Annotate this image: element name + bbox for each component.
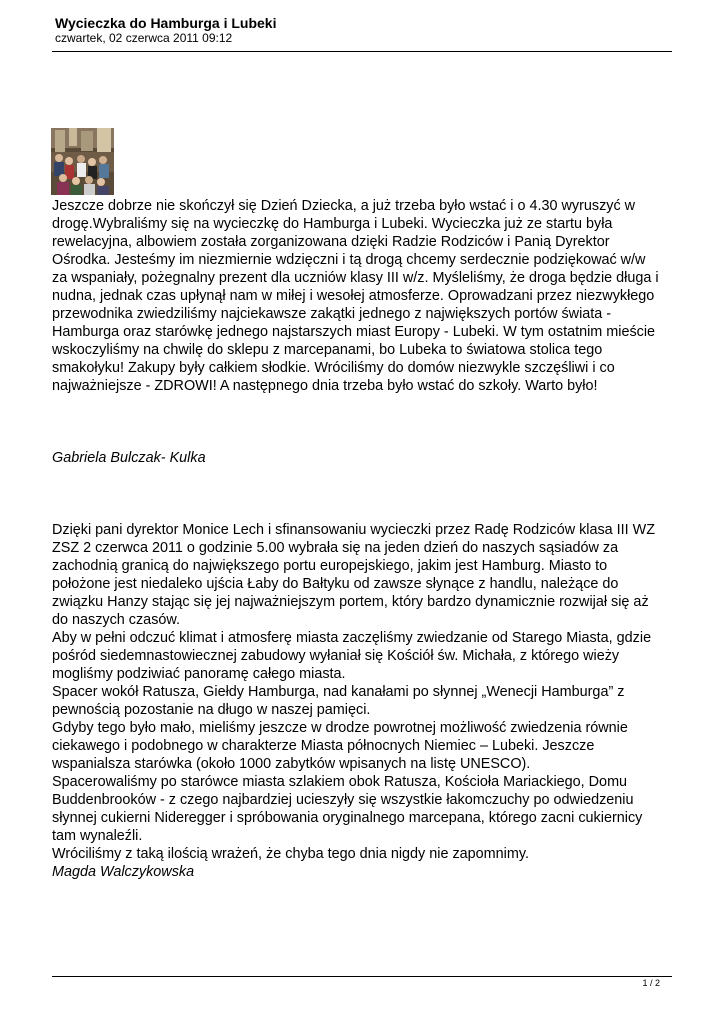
article-header <box>55 15 672 46</box>
header-divider <box>52 51 672 52</box>
author-signature-2: Magda Walczykowska <box>52 864 195 880</box>
page-number: 1 / 2 <box>642 978 660 988</box>
article-date: czwartek, 02 czerwca 2011 09:12 <box>55 31 233 45</box>
article-title: Wycieczka do Hamburga i Lubeki <box>55 15 277 31</box>
author-signature-1: Gabriela Bulczak- Kulka <box>52 450 206 466</box>
article-paragraph-2: Dzięki pani dyrektor Monice Lech i sfinansowaniu wycieczki przez Radę Rodziców klasa III WZ ZSZ 2 czerwca 2011 o godzinie 5.00 wybrała się na jeden dzień do naszych sąsiadów za zachodnią granicą do największego portu europejskiego, jakim jest Hamburg. Miasto to położone jest niedaleko ujścia Łaby do Bałtyku od zawsze słynące z handlu, należące do związku Hanzy stając się jej najważniejszym portem, który bardzo dynamicznie rozwijał się aż do naszych czasów. Aby w pełni odczuć klimat i atmosferę miasta zaczęliśmy zwiedzanie od Starego Miasta, gdzie pośród siedemnastowiecznej zabudowy wyłaniał się Kościół św. Michała, z którego wieży mogliśmy podziwiać panoramę całego miasta. Spacer wokół Ratusza, Giełdy Hamburga, nad kanałami po słynnej „Wenecji Hamburga” z pewnością pozostanie na długo w naszej pamięci. Gdyby tego było mało, mieliśmy jeszcze w drodze powrotnej możliwość zwiedzenia równie ciekawego i podobnego w charakterze Miasta północnych Niemiec – Lubeki. Jeszcze wspanialsza starówka (około 1000 zabytków wpisanych na listę UNESCO). Spacerowaliśmy po starówce miasta szlakiem obok Ratusza, Kościoła Mariackiego, Domu Buddenbrooków - z czego najbardziej ucieszyły się wszystkie łakomczuchy po odwiedzeniu słynnej cukierni Nideregger i spróbowania oryginalnego marcepana, którego zacni cukiernicy tam wynaleźli. Wróciliśmy z taką ilością wrażeń, że chyba tego dnia nigdy nie zapomnimy. <box>52 522 656 862</box>
group-photo <box>51 128 114 195</box>
article-body <box>52 197 677 881</box>
article-paragraph-1: Jeszcze dobrze nie skończył się Dzień Dziecka, a już trzeba było wstać i o 4.30 wyruszyć w drogę.Wybraliśmy się na wycieczkę do Hamburga i Lubeki. Wycieczka już ze startu była rewelacyjna, albowiem została zorganizowana dzięki Radzie Rodziców i Panią Dyrektor Ośrodka. Jesteśmy im niezmiernie wdzięczni i tą drogą chcemy serdecznie podziękować w/w za wspaniały, pożegnalny prezent dla uczniów klasy III w/z. Myśleliśmy, że droga będzie długa i nudna, jednak czas upłynął nam w miłej i wesołej atmosferze. Oprowadzani przez niezwykłego przewodnika zwiedziliśmy najciekawsze zakątki jednego z największych portów świata - Hamburga oraz starówkę jednego najstarszych miast Europy - Lubeki. W tym ostatnim mieście wskoczyliśmy na chwilę do sklepu z marcepanami, bo Lubeka to światowa stolica tego smakołyku! Zakupy były całkiem słodkie. Wróciliśmy do domów niezwykle szczęśliwi i co najważniejsze - ZDROWI! A następnego dnia trzeba było wstać do szkoły. Warto było! <box>52 198 659 394</box>
footer-divider <box>52 976 672 977</box>
